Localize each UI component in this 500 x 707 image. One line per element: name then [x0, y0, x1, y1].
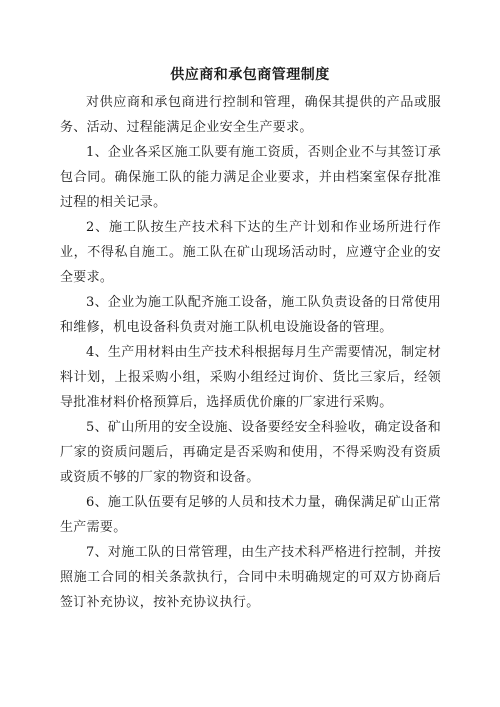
paragraph-item-2: 2、施工队按生产技术科下达的生产计划和作业场所进行作业，不得私自施工。施工队在矿山现场活动时，应遵守企业的安全要求。 [60, 220, 441, 285]
paragraph-item-1: 1、企业各采区施工队要有施工资质，否则企业不与其签订承包合同。确保施工队的能力满足企业要求，并由档案室保存批准过程的相关记录。 [60, 145, 441, 210]
paragraph-item-4: 4、生产用材料由生产技术科根据每月生产需要情况，制定材料计划，上报采购小组，采购小组经过询价、货比三家后，经领导批准材料价格预算后，选择质优价廉的厂家进行采购。 [60, 345, 441, 410]
paragraph-item-7: 7、对施工队的日常管理，由生产技术科严格进行控制，并按照施工合同的相关条款执行，合同中未明确规定的可双方协商后签订补充协议，按补充协议执行。 [60, 545, 441, 610]
paragraph-item-5: 5、矿山所用的安全设施、设备要经安全科验收，确定设备和厂家的资质问题后，再确定是否采购和使用，不得采购没有资质或资质不够的厂家的物资和设备。 [60, 420, 441, 485]
document-body [60, 90, 441, 615]
paragraph-intro: 对供应商和承包商进行控制和管理，确保其提供的产品或服务、活动、过程能满足企业安全生产要求。 [60, 95, 441, 135]
paragraph-item-3: 3、企业为施工队配齐施工设备，施工队负责设备的日常使用和维修，机电设备科负责对施工队机电设施设备的管理。 [60, 295, 441, 335]
document-title: 供应商和承包商管理制度 [170, 67, 330, 83]
paragraph-item-6: 6、施工队伍要有足够的人员和技术力量，确保满足矿山正常生产需要。 [60, 495, 441, 535]
